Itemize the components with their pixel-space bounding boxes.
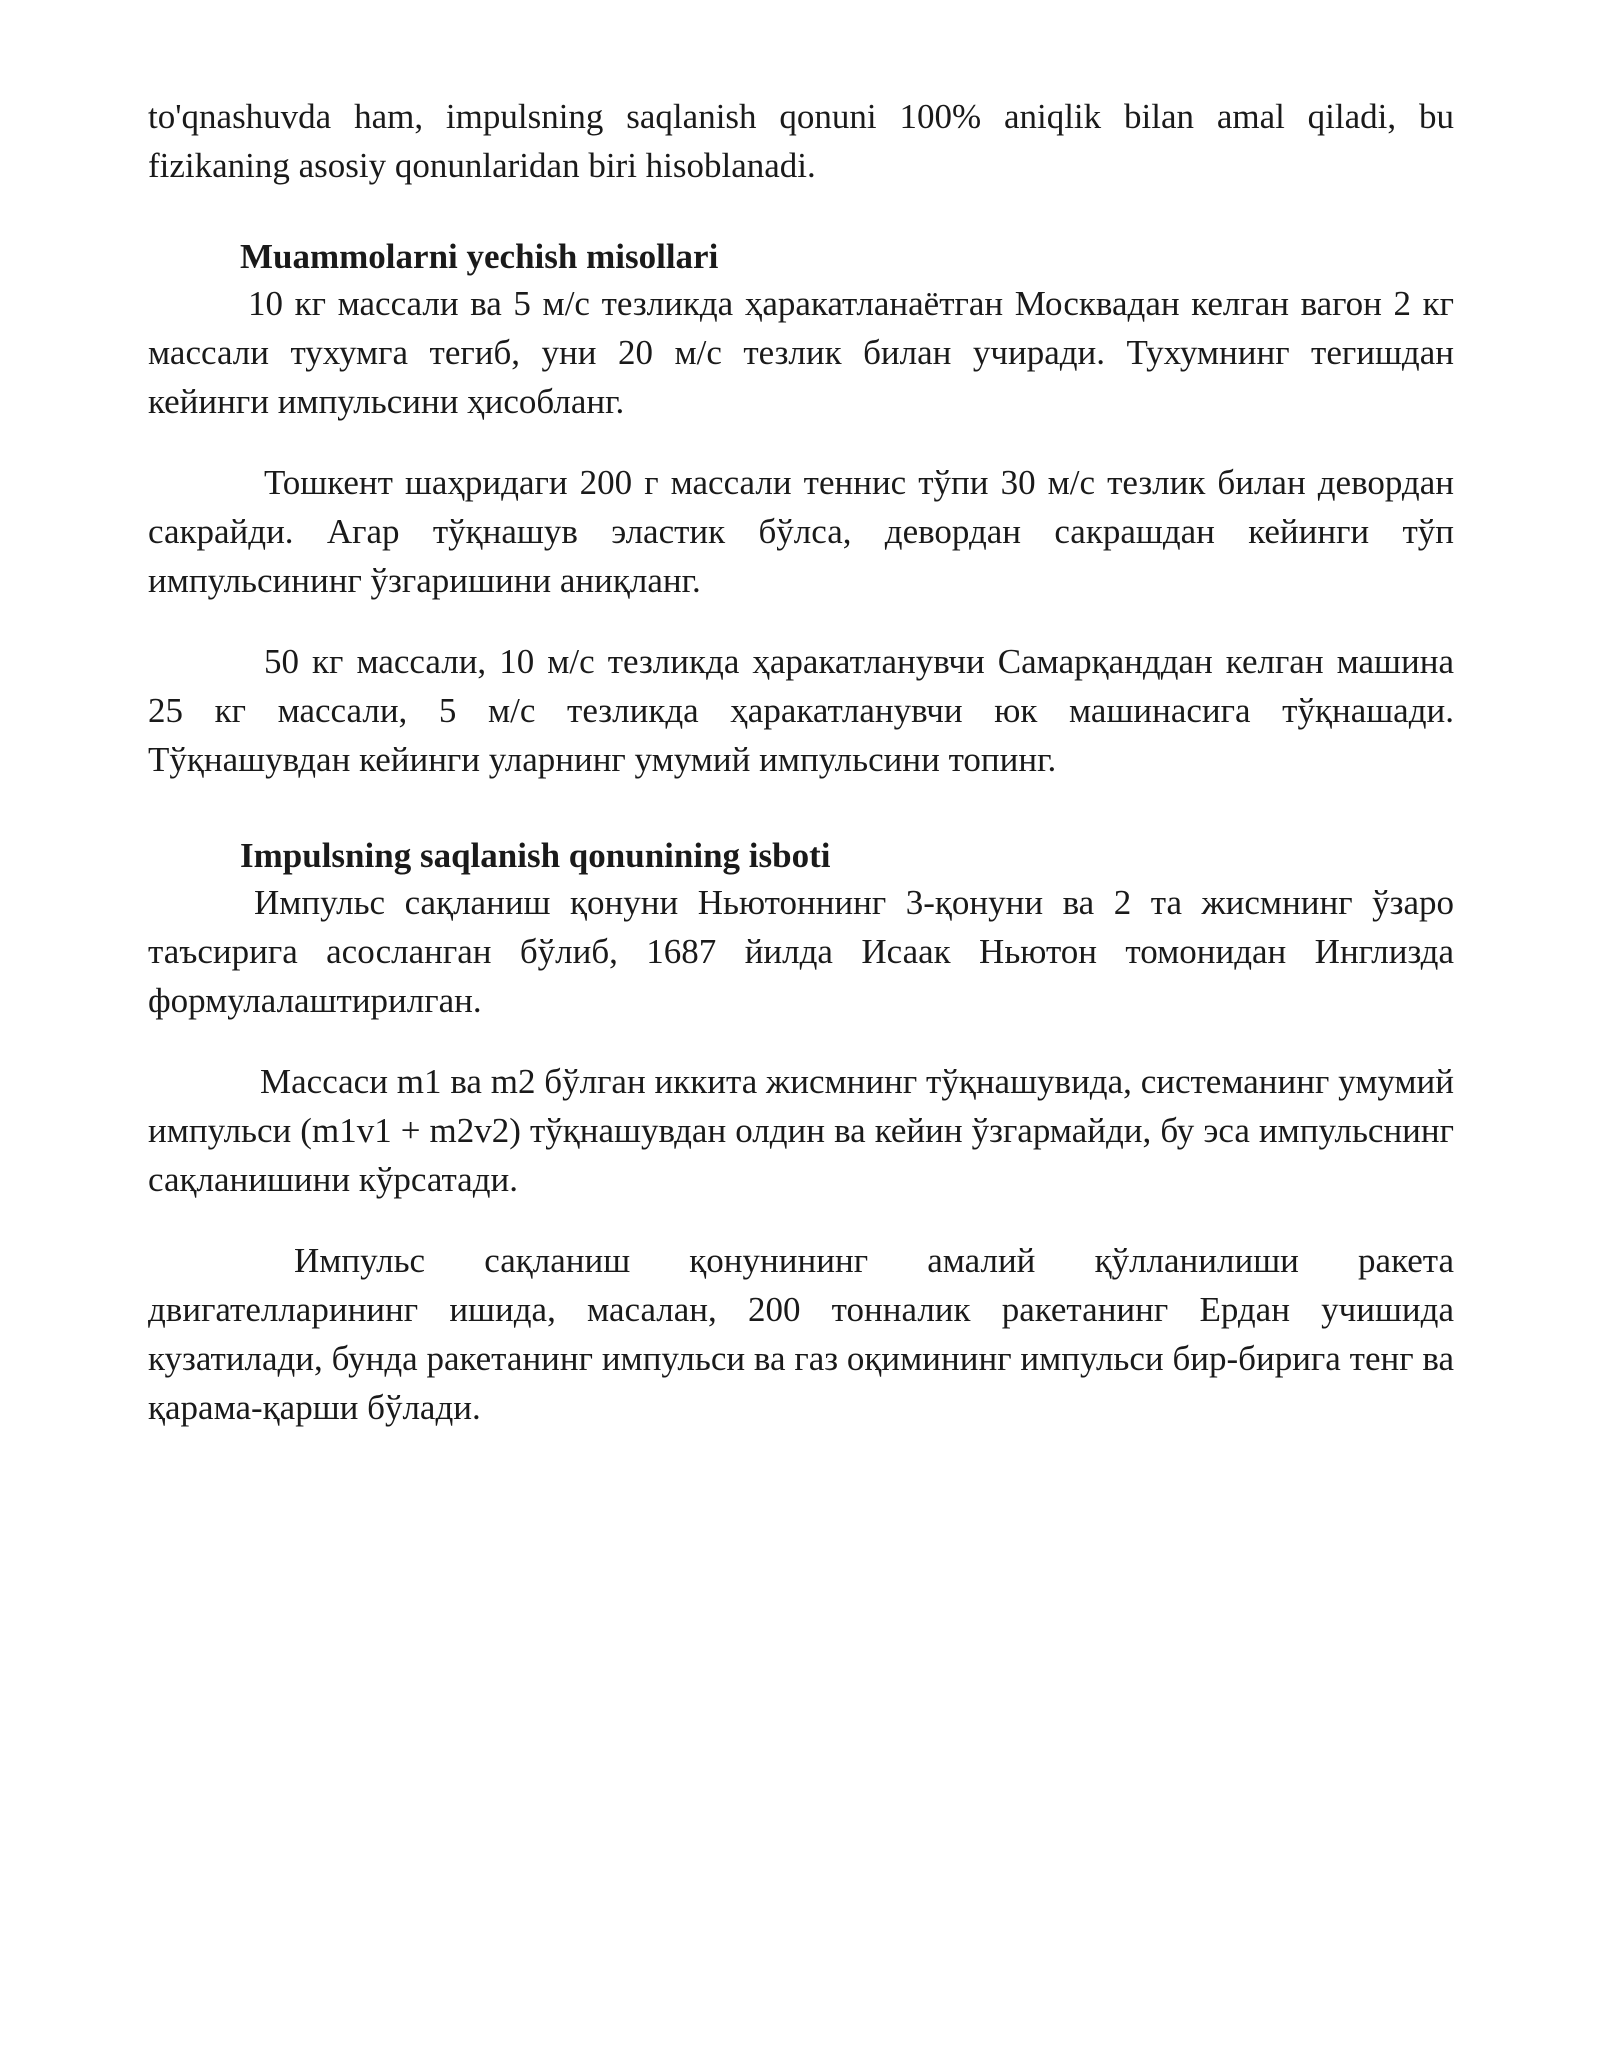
proof-paragraph-3: Импульс сақланиш қонунининг амалий қўлланилиши ракета двигателларининг ишида, масалан, 200 тонналик ракетанинг Ердан учишида кузатилади, бунда ракетанинг импульси ва газ оқимининг импульси бир-бирига тенг ва қарама-қарши бўлади. — [148, 1241, 1454, 1427]
intro-paragraph: to'qnashuvda ham, impulsning saqlanish qonuni 100% aniqlik bilan amal qiladi, bu fizikaning asosiy qonunlaridan biri hisoblanadi. — [148, 97, 1454, 185]
document-body — [148, 92, 1454, 1464]
proof-paragraph-2: Массаси m1 ва m2 бўлган иккита жисмнинг тўқнашувида, системанинг умумий импульси (m1v1 + m2v2) тўқнашувдан олдин ва кейин ўзгармайди, бу эса импульснинг сақланишини кўрсатади. — [148, 1062, 1454, 1199]
example-paragraph-1: 10 кг массали ва 5 м/с тезликда ҳаракатланаётган Москвадан келган вагон 2 кг массали тухумга тегиб, уни 20 м/с тезлик билан учиради. Тухумнинг тегишдан кейинги импульсини ҳисобланг. — [148, 284, 1454, 421]
example-paragraph-2: Тошкент шаҳридаги 200 г массали теннис тўпи 30 м/с тезлик билан девордан сакрайди. Агар тўқнашув эластик бўлса, девордан сакрашдан кейинги тўп импульсининг ўзгаришини аниқланг. — [148, 463, 1454, 600]
section-heading-proof: Impulsning saqlanish qonunining isboti — [240, 836, 831, 875]
section-heading-examples: Muammolarni yechish misollari — [240, 237, 719, 276]
example-paragraph-3: 50 кг массали, 10 м/с тезликда ҳаракатланувчи Самарқанддан келган машина 25 кг массали, 5 м/с тезликда ҳаракатланувчи юк машинасига тўқнашади. Тўқнашувдан кейинги уларнинг умумий импульсини топинг. — [148, 642, 1454, 779]
proof-paragraph-1: Импульс сақланиш қонуни Ньютоннинг 3-қонуни ва 2 та жисмнинг ўзаро таъсирига асосланган бўлиб, 1687 йилда Исаак Ньютон томонидан Инглизда формулалаштирилган. — [148, 883, 1454, 1020]
